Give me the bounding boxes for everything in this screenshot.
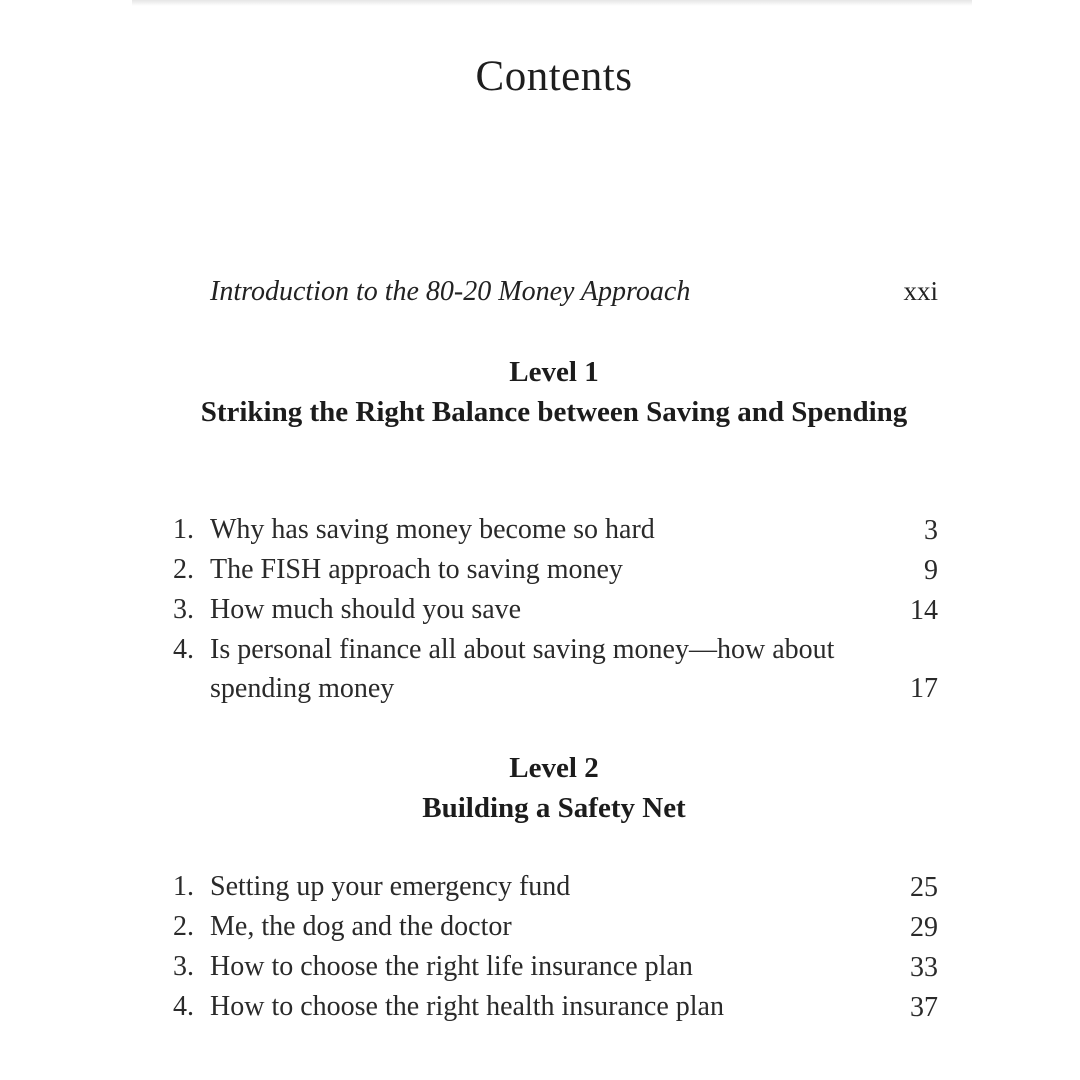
entry-number: 1. bbox=[173, 871, 194, 902]
entry-page: 14 bbox=[910, 595, 938, 626]
entry-number: 2. bbox=[173, 554, 194, 585]
entry-number: 3. bbox=[173, 951, 194, 982]
level-1-entries bbox=[160, 510, 940, 708]
level-title: Striking the Right Balance between Saving and Spending bbox=[200, 396, 908, 428]
level-2-entries bbox=[160, 867, 940, 1027]
toc-entry[interactable] bbox=[160, 630, 940, 708]
entry-title: How to choose the right life insurance plan bbox=[210, 951, 693, 982]
entry-number: 2. bbox=[173, 911, 194, 942]
entry-page: 25 bbox=[910, 872, 938, 903]
entry-page: 29 bbox=[910, 912, 938, 943]
entry-page: 37 bbox=[910, 992, 938, 1023]
level-title: Building a Safety Net bbox=[422, 792, 686, 824]
entry-page: 9 bbox=[924, 555, 938, 586]
level-1-heading bbox=[200, 352, 908, 432]
entry-title: The FISH approach to saving money bbox=[210, 554, 623, 585]
toc-entry[interactable] bbox=[160, 947, 940, 987]
level-2-heading bbox=[200, 748, 908, 828]
toc-entry[interactable] bbox=[160, 867, 940, 907]
toc-entry[interactable] bbox=[160, 510, 940, 550]
toc-entry[interactable] bbox=[160, 907, 940, 947]
entry-title: Is personal finance all about saving money—how about spending money bbox=[210, 634, 835, 704]
entry-page: 3 bbox=[924, 515, 938, 546]
entry-title: How much should you save bbox=[210, 594, 522, 625]
toc-entry[interactable] bbox=[160, 550, 940, 590]
entry-page: 33 bbox=[910, 952, 938, 983]
entry-title: Why has saving money become so hard bbox=[210, 514, 655, 545]
toc-entry[interactable] bbox=[160, 590, 940, 630]
entry-title: Me, the dog and the doctor bbox=[210, 911, 512, 942]
page-title: Contents bbox=[475, 53, 633, 100]
level-number: Level 1 bbox=[509, 356, 599, 388]
entry-page: 17 bbox=[910, 673, 938, 704]
toc-entry-introduction[interactable] bbox=[210, 276, 938, 312]
entry-number: 4. bbox=[173, 991, 194, 1022]
entry-title: How to choose the right health insurance plan bbox=[210, 991, 724, 1022]
entry-number: 4. bbox=[173, 634, 194, 665]
toc-entry-title: Introduction to the 80-20 Money Approach bbox=[210, 276, 691, 307]
toc-entry[interactable] bbox=[160, 987, 940, 1027]
entry-title: Setting up your emergency fund bbox=[210, 871, 571, 902]
entry-number: 3. bbox=[173, 594, 194, 625]
entry-number: 1. bbox=[173, 514, 194, 545]
toc-entry-page: xxi bbox=[903, 276, 938, 306]
level-number: Level 2 bbox=[509, 752, 599, 784]
